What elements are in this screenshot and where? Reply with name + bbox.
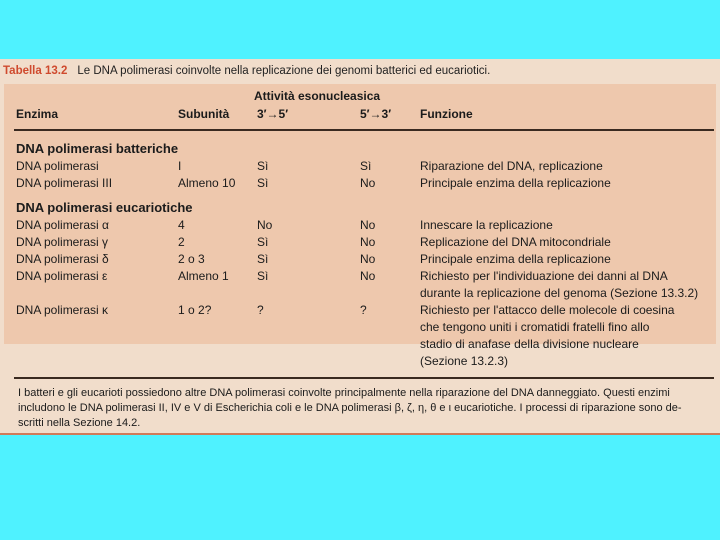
header-exo53: 5′→3′ <box>360 107 392 121</box>
row-enzima: DNA polimerasi γ <box>16 235 109 249</box>
header-attivita: Attività esonucleasica <box>254 89 381 103</box>
row-enzima: DNA polimerasi κ <box>16 303 109 317</box>
row-exo35: Sì <box>257 159 269 173</box>
row-enzima: DNA polimerasi δ <box>16 252 109 266</box>
row-funzione: Replicazione del DNA mitocondriale <box>420 235 611 249</box>
table-title: Le DNA polimerasi coinvolte nella replicazione dei genomi batterici ed eucariotici. <box>77 65 491 77</box>
row-exo53: No <box>360 176 376 190</box>
row-exo35: Sì <box>257 235 269 249</box>
row-funzione: durante la replicazione del genoma (Sezione 13.3.2) <box>420 286 699 300</box>
row-funzione: Principale enzima della replicazione <box>420 252 611 266</box>
row-exo53: ? <box>360 303 367 317</box>
row-subunita: Almeno 10 <box>178 176 236 190</box>
row-exo53: No <box>360 218 376 232</box>
row-subunita: 1 o 2? <box>178 303 212 317</box>
row-subunita: 2 o 3 <box>178 252 205 266</box>
footnote-line: scritti nella Sezione 14.2. <box>18 417 141 429</box>
row-subunita: 2 <box>178 235 185 249</box>
row-exo53: No <box>360 252 376 266</box>
row-funzione: Principale enzima della replicazione <box>420 176 611 190</box>
row-exo53: No <box>360 235 376 249</box>
row-exo35: Sì <box>257 176 269 190</box>
table-body <box>4 84 716 368</box>
row-funzione: stadio di anafase della divisione nucleare <box>420 337 639 351</box>
row-funzione: (Sezione 13.2.3) <box>420 354 509 368</box>
row-funzione: che tengono uniti i cromatidi fratelli fino allo <box>420 320 650 334</box>
footnote-line: includono le DNA polimerasi II, IV e V di Escherichia coli e le DNA polimerasi β, ζ, η, θ e ι eucariotiche. I processi di riparazione sono de- <box>18 402 682 414</box>
header-enzima: Enzima <box>16 107 59 121</box>
table-page <box>0 59 720 435</box>
row-funzione: Innescare la replicazione <box>420 218 553 232</box>
group-title-eucariotiche: DNA polimerasi eucariotiche <box>16 200 193 215</box>
row-subunita: Almeno 1 <box>178 269 229 283</box>
row-enzima: DNA polimerasi ε <box>16 269 108 283</box>
row-exo53: No <box>360 269 376 283</box>
footnote-rule <box>14 377 714 379</box>
row-enzima: DNA polimerasi α <box>16 218 109 232</box>
row-funzione: Richiesto per l'individuazione dei danni al DNA <box>420 269 668 283</box>
header-exo35: 3′→5′ <box>257 107 289 121</box>
row-funzione: Richiesto per l'attacco delle molecole di coesina <box>420 303 675 317</box>
header-funzione: Funzione <box>420 107 473 121</box>
row-exo35: Sì <box>257 269 269 283</box>
header-subunita: Subunità <box>178 107 230 121</box>
row-exo35: Sì <box>257 252 269 266</box>
group-title-batteriche: DNA polimerasi batteriche <box>16 141 179 156</box>
table-caption <box>3 65 490 77</box>
footnote-line: I batteri e gli eucarioti possiedono altre DNA polimerasi coinvolte principalmente nella riparazione del DNA danneggiato. Questi enzimi <box>18 387 670 399</box>
row-exo35: ? <box>257 303 264 317</box>
header-rule <box>14 129 714 131</box>
table-number: Tabella 13.2 <box>3 65 68 77</box>
row-exo53: Sì <box>360 159 372 173</box>
row-enzima: DNA polimerasi <box>16 159 99 173</box>
footnote <box>18 386 718 431</box>
row-subunita: 4 <box>178 218 185 232</box>
row-funzione: Riparazione del DNA, replicazione <box>420 159 603 173</box>
row-subunita: I <box>178 159 182 173</box>
row-enzima: DNA polimerasi III <box>16 176 113 190</box>
row-exo35: No <box>257 218 273 232</box>
